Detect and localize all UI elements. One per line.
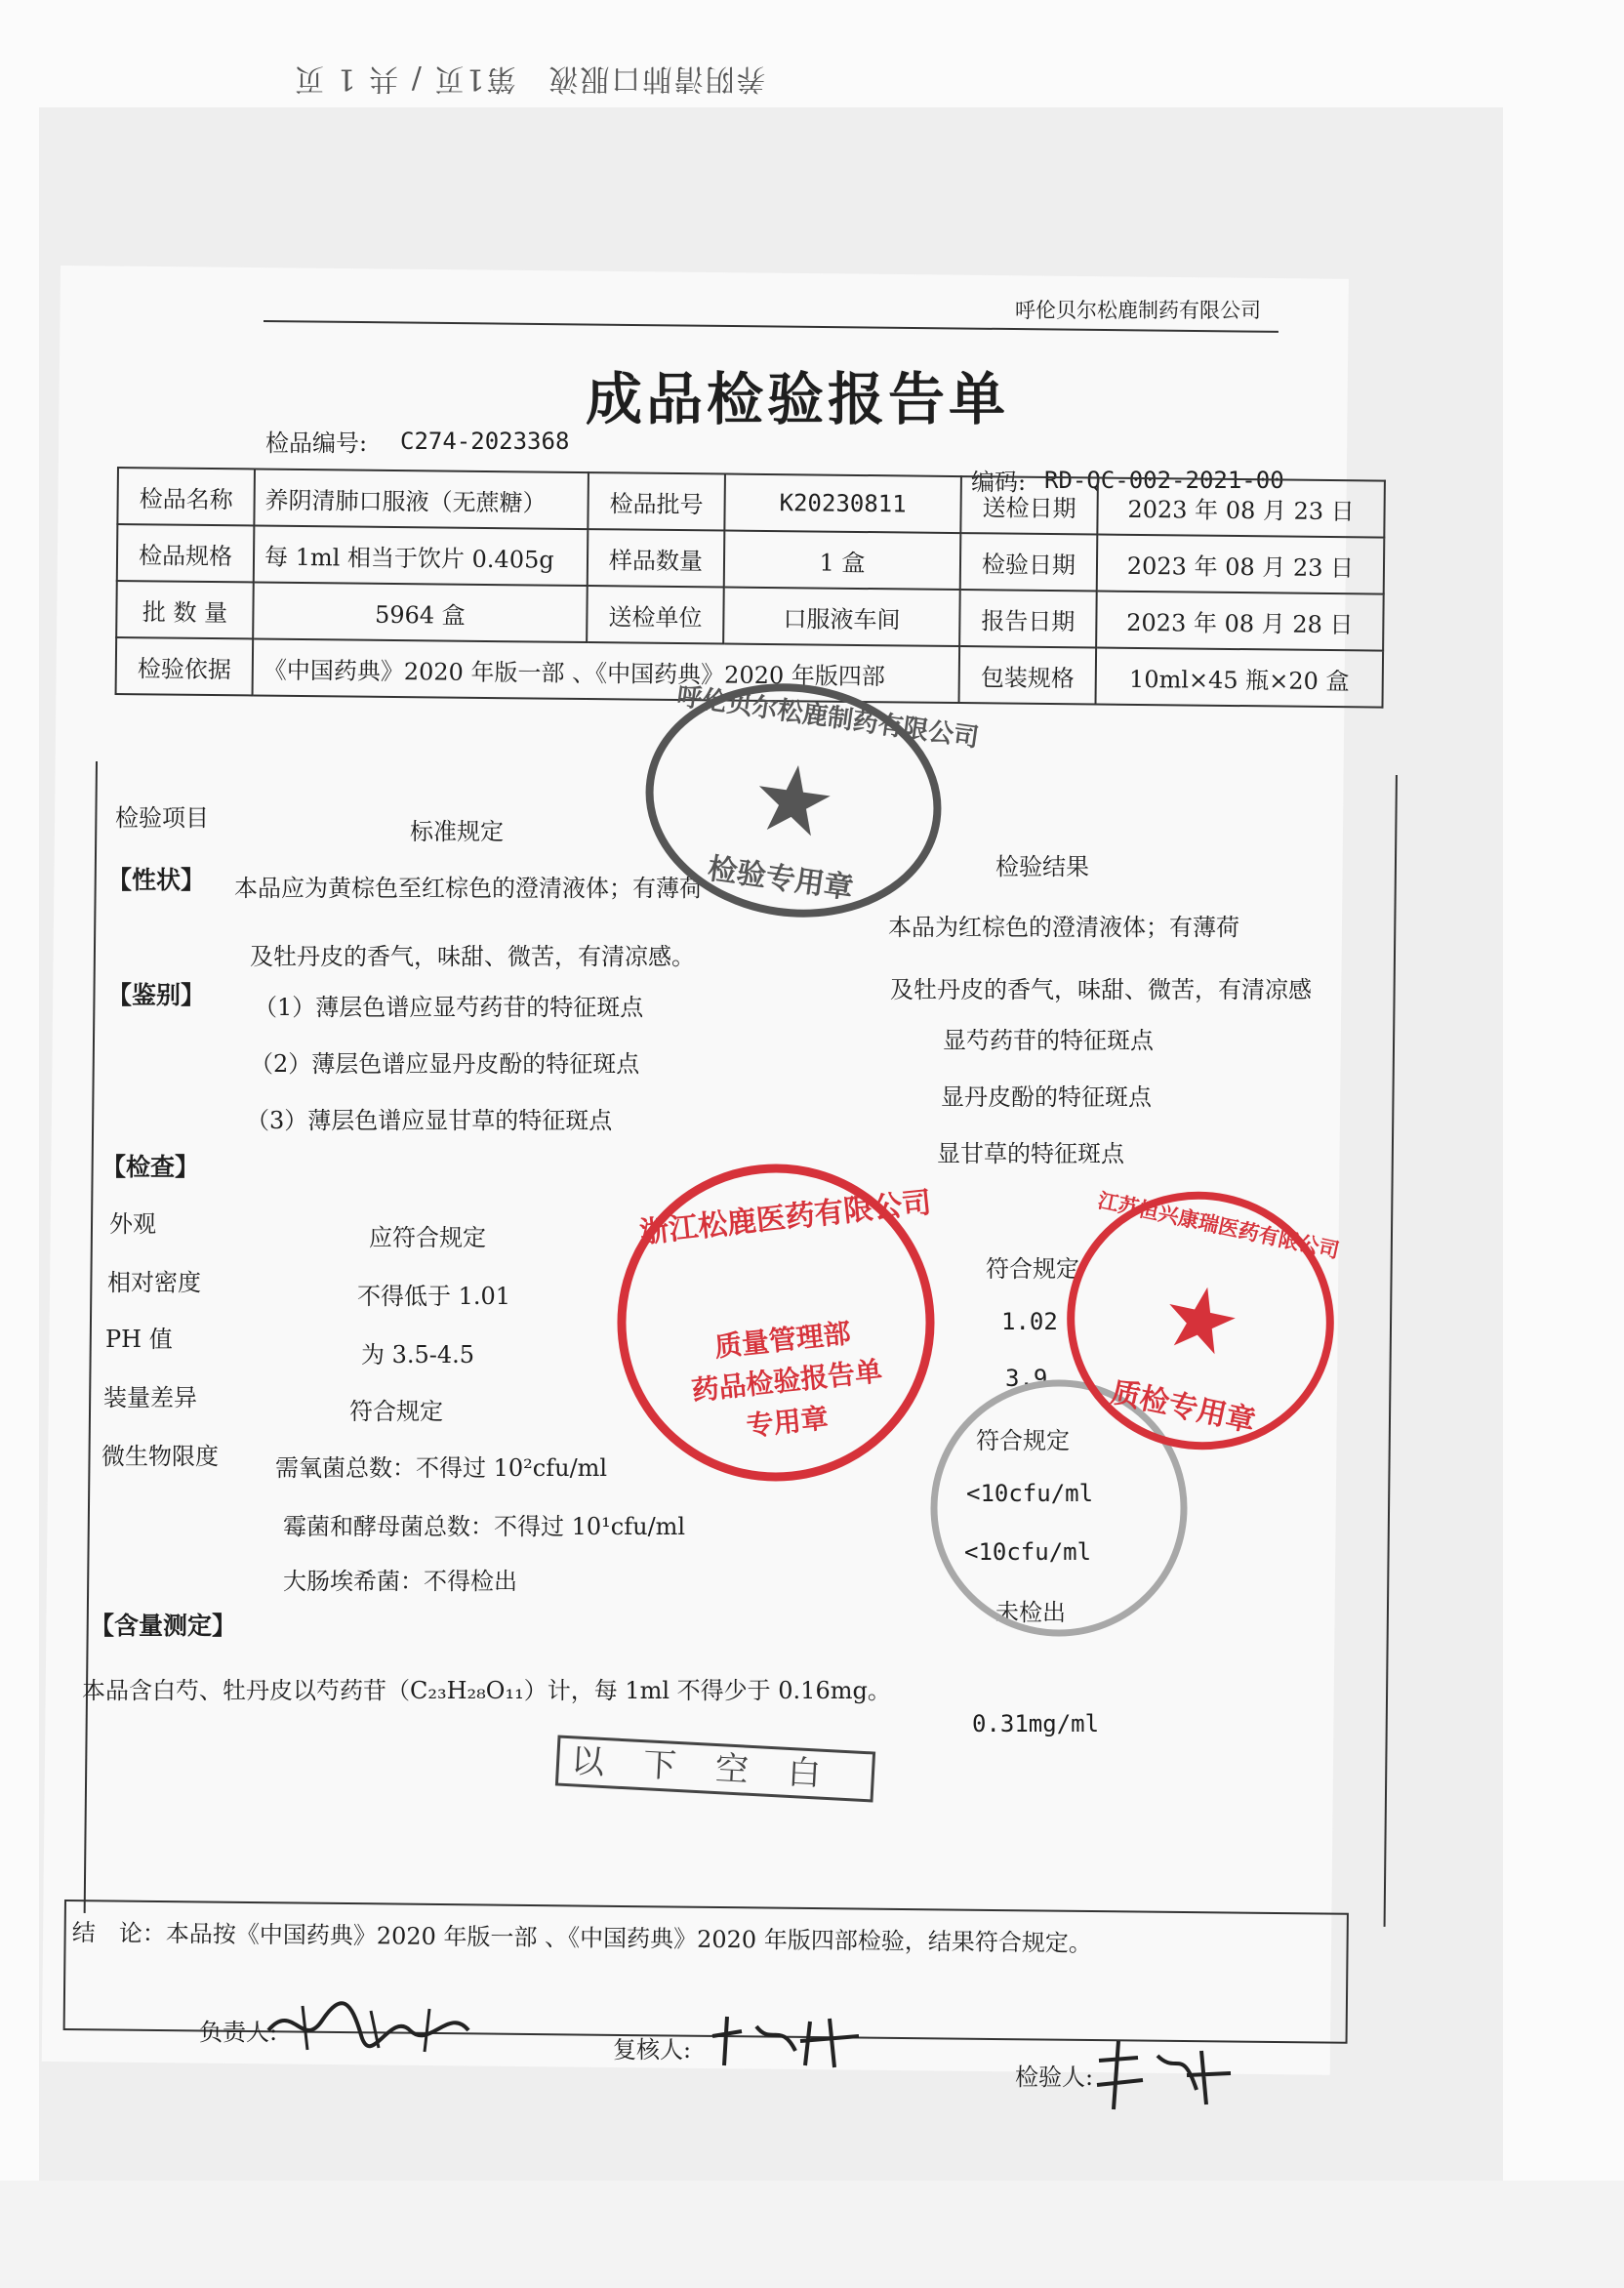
column-standard: 标准规定 bbox=[410, 818, 504, 845]
character-title: 【性状】 bbox=[107, 866, 206, 894]
red-left-inner-1: 质量管理部 bbox=[712, 1317, 853, 1364]
pack-value: 10ml×45 瓶×20 盒 bbox=[1096, 648, 1384, 708]
spec-label: 检品规格 bbox=[117, 524, 255, 582]
end-blank-stamp: 以下空白 bbox=[555, 1736, 875, 1803]
star-icon: ★ bbox=[744, 740, 843, 861]
test-date-label: 检验日期 bbox=[960, 533, 1098, 591]
unit-value: 口服液车间 bbox=[723, 588, 960, 647]
star-icon: ★ bbox=[1151, 1261, 1250, 1379]
responsible-signature bbox=[264, 1991, 478, 2073]
micro-1-std: 需氧菌总数：不得过 10²cfu/ml bbox=[275, 1454, 608, 1482]
identification-std-3: （3）薄层色谱应显甘草的特征斑点 bbox=[246, 1107, 613, 1134]
identification-res-3: 显甘草的特征斑点 bbox=[937, 1140, 1124, 1167]
red-right-inner: 质检专用章 bbox=[1108, 1375, 1259, 1440]
density-res: 1.02 bbox=[1001, 1308, 1058, 1335]
column-result: 检验结果 bbox=[995, 853, 1089, 880]
submit-date-label: 送检日期 bbox=[960, 476, 1098, 534]
micro-1-res: <10cfu/ml bbox=[966, 1480, 1094, 1507]
reviewer-signature bbox=[703, 2007, 869, 2089]
fill-label: 装量差异 bbox=[103, 1384, 197, 1411]
ph-res: 3.9 bbox=[1005, 1365, 1048, 1392]
assay-res: 0.31mg/ml bbox=[972, 1710, 1100, 1737]
character-std-1: 本品应为黄棕色至红棕色的澄清液体；有薄荷 bbox=[234, 875, 703, 902]
inspector-signature bbox=[1089, 2036, 1236, 2128]
ph-std: 为 3.5-4.5 bbox=[361, 1341, 475, 1369]
info-table bbox=[115, 467, 1386, 709]
identification-res-2: 显丹皮酚的特征斑点 bbox=[941, 1083, 1152, 1111]
batch-qty-value: 5964 盒 bbox=[253, 582, 588, 642]
report-no-label: 检品编号: bbox=[265, 429, 368, 457]
basis-value: 《中国药典》2020 年版一部 、《中国药典》2020 年版四部 bbox=[253, 638, 960, 703]
gray-stamp-outer: 呼伦贝尔松鹿制药有限公司 bbox=[674, 681, 981, 754]
responsible-label: 负责人: bbox=[199, 2019, 278, 2046]
fill-std: 符合规定 bbox=[349, 1398, 443, 1425]
character-res-2: 及牡丹皮的香气，味甜、微苦，有清凉感 bbox=[890, 976, 1312, 1003]
report-date: 2023 年 08 月 28 日 bbox=[1096, 592, 1384, 651]
red-left-inner-3: 专用章 bbox=[745, 1402, 831, 1443]
density-std: 不得低于 1.01 bbox=[357, 1283, 511, 1310]
reviewer-label: 复核人: bbox=[613, 2036, 692, 2063]
appearance-res: 符合规定 bbox=[986, 1255, 1079, 1283]
red-left-inner-2: 药品检验报告单 bbox=[690, 1354, 884, 1408]
conclusion-text: 结 论：本品按《中国药典》2020 年版一部 、《中国药典》2020 年版四部检验，结果符合规定。 bbox=[71, 1918, 1092, 1957]
micro-2-res: <10cfu/ml bbox=[964, 1538, 1092, 1566]
gray-inspection-stamp bbox=[629, 664, 981, 937]
batch-label: 检品批号 bbox=[588, 472, 725, 530]
submit-date: 2023 年 08 月 23 日 bbox=[1097, 478, 1385, 538]
qty-label: 样品数量 bbox=[588, 529, 725, 587]
company-name: 呼伦贝尔松鹿制药有限公司 bbox=[1015, 299, 1261, 322]
basis-label: 检验依据 bbox=[116, 637, 254, 695]
inspection-title: 【检查】 bbox=[102, 1153, 200, 1181]
appearance-label: 外观 bbox=[109, 1210, 156, 1238]
assay-std: 本品含白芍、牡丹皮以芍药苷（C₂₃H₂₈O₁₁）计，每 1ml 不得少于 0.16mg。 bbox=[82, 1677, 891, 1704]
qty-value: 1 盒 bbox=[724, 531, 961, 591]
column-item: 检验项目 bbox=[115, 804, 209, 832]
identification-title: 【鉴别】 bbox=[107, 981, 206, 1009]
character-std-2: 及牡丹皮的香气，味甜、微苦，有清凉感。 bbox=[250, 943, 695, 970]
red-quality-stamp bbox=[599, 1146, 954, 1500]
test-date: 2023 年 08 月 23 日 bbox=[1097, 535, 1385, 594]
unit-label: 送检单位 bbox=[587, 586, 724, 643]
flipped-page-header: 养阴清肺口服液 第1页 / 共 1 页 bbox=[293, 61, 766, 96]
spec-value: 每 1ml 相当于饮片 0.405g bbox=[254, 525, 589, 586]
character-res-1: 本品为红棕色的澄清液体；有薄荷 bbox=[888, 914, 1239, 941]
identification-std-2: （2）薄层色谱应显丹皮酚的特征斑点 bbox=[250, 1050, 640, 1078]
density-label: 相对密度 bbox=[107, 1269, 201, 1296]
scan-background-bottom bbox=[0, 2181, 1624, 2288]
batch-qty-label: 批 数 量 bbox=[116, 581, 254, 638]
red-right-outer: 江苏恒兴康瑞医药有限公司 bbox=[1095, 1187, 1342, 1263]
identification-std-1: （1）薄层色谱应显芍药苷的特征斑点 bbox=[254, 994, 644, 1021]
report-date-label: 报告日期 bbox=[959, 590, 1097, 647]
ph-label: PH 值 bbox=[105, 1326, 173, 1353]
name-label: 检品名称 bbox=[117, 468, 255, 525]
pack-label: 包装规格 bbox=[959, 646, 1097, 704]
code-label: 编码: bbox=[971, 469, 1027, 496]
micro-2-std: 霉菌和酵母菌总数：不得过 10¹cfu/ml bbox=[283, 1513, 686, 1540]
product-name: 养阴清肺口服液（无蔗糖） bbox=[254, 469, 589, 529]
batch-number: K20230811 bbox=[724, 474, 961, 534]
code-value: RD-QC-002-2021-00 bbox=[1044, 467, 1284, 494]
red-qc-stamp bbox=[1039, 1164, 1361, 1478]
page-title: 成品检验报告单 bbox=[586, 366, 1010, 432]
assay-title: 【含量测定】 bbox=[90, 1612, 237, 1640]
report-no: C274-2023368 bbox=[400, 428, 570, 455]
inspector-label: 检验人: bbox=[1015, 2063, 1094, 2091]
micro-label: 微生物限度 bbox=[102, 1443, 219, 1470]
appearance-std: 应符合规定 bbox=[369, 1224, 486, 1251]
red-left-outer: 浙江松鹿医药有限公司 bbox=[637, 1185, 933, 1250]
fill-res: 符合规定 bbox=[976, 1427, 1070, 1454]
identification-res-1: 显芍药苷的特征斑点 bbox=[943, 1027, 1154, 1054]
micro-3-std: 大肠埃希菌：不得检出 bbox=[283, 1568, 517, 1595]
gray-stamp-inner: 检验专用章 bbox=[705, 851, 856, 907]
micro-3-res: 未检出 bbox=[995, 1599, 1066, 1626]
